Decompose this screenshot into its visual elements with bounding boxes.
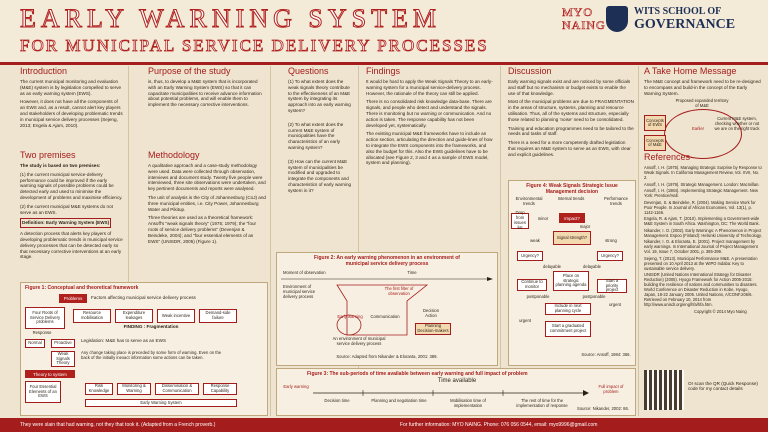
next-cycle-box: Include in next planning cycle — [545, 303, 591, 315]
findings-p2: There is no consolidated risk knowledge data-base. There are signals, and people who detect and understand the signals. There is monitoring but no warning or communication. And no action is taken. The response capability has not been developed yet, systematically. — [366, 99, 492, 128]
ews-concepts-box: Concepts of EWS — [644, 115, 666, 131]
qr-caption: Or scan the QR (Quick Response) code for my contact details — [688, 381, 758, 391]
environment2-label: An environment of municipal service delivery process — [332, 336, 386, 346]
intro-heading: Introduction — [20, 66, 68, 76]
strong-label: strong — [605, 238, 617, 243]
reference-item: Engela, R. & Ajam, T. (2010). Implementing a Government-wide M&E System in South Africa. Washington, DC: The World Bank. — [644, 216, 760, 226]
mobilisation-time: Mobilisation time of implementation — [450, 398, 486, 408]
methodology-p3: Three theories are used as a theoretical framework: Ansoff's "weak signals theory" (1975; 1979); the "four roots of service delivery problems" (Devenjan & Beindeke, 2004); and "four essential elements of an EWS" (UNISDR, 2005) (Figure 1). — [148, 215, 257, 244]
continue-monitor-box: Continue to monitor — [517, 279, 547, 291]
logo-line1: WITS SCHOOL OF — [634, 6, 722, 17]
factors-label: Factors affecting municipal service delivery process — [91, 295, 196, 300]
place-agenda-box: Place on strategic planning agenda — [553, 271, 589, 291]
root-demand-box: Demand-side failure — [199, 309, 237, 323]
delayable-label: delayable — [543, 264, 561, 269]
legislation-label: Legislation: M&E has to serve as an EWS — [81, 338, 167, 343]
proactive-box: Proactive — [51, 339, 75, 348]
discussion-p2: Most of the municipal problems are due to FRAGMENTATION in the areas of structure, systems, planning and resource utilisation. Thus, all of the systems and structure, especially those related to planning 'noise' need to be consolidated. — [508, 99, 634, 122]
purpose-section — [148, 66, 266, 111]
divider — [638, 66, 639, 416]
footer-contact[interactable]: For further information: MYO NAING. Phone: 076 056 0544, email: myo9996@gmail.com — [400, 422, 598, 428]
references-section — [644, 152, 762, 314]
earlier-label: Earlier — [691, 126, 705, 132]
takehome-section — [644, 66, 762, 161]
premises-p1: (1) the current municipal service-delivery performance could be improved if the early warning signals of possible problems could be detected early and used to minimise the development of problems and maximise efficiency. — [20, 171, 123, 200]
communication-label: Communication — [370, 314, 400, 319]
definition-label: Definition: Early Warning System (EWS) — [20, 218, 111, 228]
reference-item: Ansoff, I. H. (1975). Managing Strategic Surprise by Response to Weak Signals. In California Management Review, Vol. XVII, No. 2. — [644, 165, 762, 180]
methodology-section — [148, 150, 266, 247]
moment-label: Moment of observation — [283, 270, 326, 275]
question-3: (3) How can the current M&E system of municipalities be modified and upgraded to integrate the components and characteristics of early warning system in it? — [288, 158, 352, 193]
figure-2 — [276, 252, 498, 366]
discussion-p3: Training and education programmes need to be tailored to the needs and tasks of staff. — [508, 125, 634, 137]
wits-crest-icon — [606, 6, 628, 32]
major-label: major — [579, 224, 591, 229]
filter-label: The first filter of observation — [384, 286, 414, 296]
four-roots-box: Four Roots of Service Delivery problems — [25, 307, 65, 329]
signal-strength-box: Signal strength? — [553, 231, 591, 245]
current-me-label: Current M&E system, checking whether or not we are on the right track — [714, 116, 760, 131]
root-incentive-box: Weak incentive — [157, 309, 195, 323]
methodology-p1: A qualitative approach and a case-study methodology were used. Data were collected through observation, interviews and document study. Twenty five people were interviewed, three site observations were undertaken, and key pertinent documents and reports were analysed. — [148, 163, 266, 192]
purpose-heading: Purpose of the study — [148, 66, 231, 76]
early-warning-label: Early warning — [337, 314, 363, 319]
delayable-label: delayable — [583, 264, 601, 269]
drop-from-issues-box: Drop from issues list — [511, 213, 529, 229]
reference-item: Devenjan, S. & Beindeke, R. (2004). Making Service Work for Poor People. In Journal of African Economies, Vol. 13(1), p. 1142-1166. — [644, 199, 756, 215]
figure-2-title: Figure 2: An early warning phenomenon in an environment of municipal service delivery process — [314, 255, 460, 267]
problems-box: Problems — [59, 294, 87, 303]
findings-p3: The existing municipal M&E frameworks have to include an action section, articulating the direction and guide-lines of how to integrate the EWS components into the frameworks, and also the budget for this. Also the EWS guidelines have to be allocated (see Figure 2, 3 and 4 as a sample of EWS model, system and planning). — [366, 131, 493, 166]
findings-p1: It would be hard to apply the Weak Signals Theory to an early-warning system for a municipal service-delivery process. However, the rationale of the theory can still be applied. — [366, 79, 493, 96]
urgent-label: urgent — [519, 318, 531, 323]
divider — [270, 66, 271, 416]
planning-time: Planning and negotiation time — [371, 398, 427, 403]
premises-lead: The study is based on two premises: — [20, 163, 101, 168]
reference-item: Ansoff, I. H. (1984). Implementing Strategic Management. New York: Prentice/Hall. — [644, 188, 758, 198]
environmental-trends: Environmental trends — [515, 196, 543, 206]
references-heading: References — [644, 152, 691, 162]
element-monitoring-box: Monitoring & Warning — [117, 383, 151, 395]
me-concepts-box: Concepts of M&E — [644, 135, 666, 151]
discussion-section — [508, 66, 634, 161]
figure-3-source: Source: Nikander, 2002: 86. — [577, 406, 629, 411]
environment-label: Environment of municipal service delivery process — [283, 284, 316, 299]
rest-time: The rest of time for the implementation of response — [516, 398, 568, 408]
discussion-p1: Early warning signals exist and are noticed by some officials and staff but no mechanism or budget exists to enable the use of that knowledge. — [508, 79, 631, 96]
author-name: MYO NAING — [562, 5, 606, 32]
reference-item: UNISDR (United Nations International Strategy for Disaster Reduction) (2005). Hyogo Framework for Action 2005-2015: building the resilience of nations and communities to disasters. World Conference on Disaster Reduction in Kobe, Hyogo, Japan, 18-22 January 2005. United Nations, A/CONF.206/6. Retrieved on February 10, 2014 from http://www.unisdr.org/eng/hfa/hfa.htm. — [644, 272, 758, 307]
reference-item: Nikander, I. O. & Eloranta, E. (2001). Project management by early warnings. In International Journal of Project Management Vol. 19, Issue 7, October 2001, p. 385-399. — [644, 239, 758, 254]
methodology-p2: The unit of analysis is the City of Johannesburg (CoJ) and three municipal entities, i.e. City Power, Johannesburg Water and Pikitup. — [148, 194, 266, 212]
figure-2-source: Source: Adapted from Nikander & Eloranta, 2001: 389. — [336, 354, 438, 359]
discussion-heading: Discussion — [508, 66, 552, 76]
urgent-label: urgent — [609, 302, 621, 307]
time-arrow — [313, 389, 589, 397]
postponable-label: postponable — [582, 294, 606, 299]
time-available-label: Time available — [437, 378, 477, 384]
early-warning-end: Early warning — [283, 384, 309, 389]
footer-quote: They were slain that had warning, not they that took it. (Adapted from a French proverb.) — [20, 422, 216, 428]
normal-box: Normal — [25, 339, 45, 348]
reference-item: Ansoff, I. H. (1979). Strategic Management. London: Macmillan. — [644, 181, 760, 187]
change-note: Any change taking place is preceded by some form of warning. Even on the back of the initially inexact information some actions can be taken. — [81, 350, 222, 360]
ews-box: Early Warning System — [85, 399, 237, 407]
weak-signals-box: Weak Signals Theory — [51, 351, 75, 367]
discussion-p4: There is a need for a more competently drafted legislation that requires an M&E system to serve as an EWS, with clear and explicit guidelines. — [508, 140, 631, 157]
takehome-heading: A Take Home Message — [644, 66, 737, 76]
decision-label: Decision Action — [422, 308, 440, 318]
intro-p1: The current municipal monitoring and evaluation (M&E) system is by legislation compelled to serve as an early warning system (EWS). — [20, 79, 122, 96]
purpose-text: is, thus, to develop a M&E system that is incorporated with an Early Warning System (EWS) so that it can capacitate municipalities to receive advance information about potential problems, and will enable them to implement the necessary corrective interventions. — [148, 79, 262, 108]
performance-trends: Performance trends — [604, 196, 628, 206]
figure-3 — [276, 368, 636, 416]
start-priority-box: Start a priority project — [597, 279, 627, 293]
findings-section — [366, 66, 494, 169]
intro-p2: However, it does not have all the components of an EWS and, as a result, cannot alert key players and stakeholders of developing problematic trends in municipal service delivery processes (Sejeng, 2013; Engela & Ajam, 2010). — [20, 99, 123, 128]
urgency-strong-box: Urgency? — [597, 251, 623, 261]
premises-heading: Two premises — [20, 150, 76, 160]
figure-4-source: Source: Ansoff, 1984: 366. — [581, 352, 631, 357]
internal-trends: Internal trends — [557, 196, 585, 201]
figure-1 — [20, 282, 268, 416]
four-elements-box: Four Essential Elements of an EWS — [25, 381, 61, 403]
reference-item: Nikander, I. O. (2002). Early Warnings: A Phenomenon in Project Management. Espoo (Finland): Helsinki University of Technology. — [644, 227, 762, 238]
root-expenditure-box: Expenditure leakages — [115, 309, 153, 323]
qr-area — [644, 368, 762, 414]
premises-section — [20, 150, 124, 263]
premises-p2: (2) the current municipal M&E systems do not serve as an EWS. — [20, 203, 113, 215]
questions-section — [288, 66, 354, 197]
weak-label: weak — [530, 238, 540, 243]
question-1: (1) To what extent does the weak signals theory contribute to the effectiveness of an M&E system by integrating its approach into an early warning system? — [288, 79, 351, 113]
postponable-label: postponable — [526, 294, 550, 299]
urgency-weak-box: Urgency? — [517, 251, 543, 261]
poster-subtitle: FOR MUNICIPAL SERVICE DELIVERY PROCESSES — [20, 36, 489, 55]
divider — [500, 66, 501, 416]
poster-title: EARLY WARNING SYSTEM — [20, 4, 441, 33]
time-label: Time — [407, 270, 417, 275]
root-resource-box: Resource mobilisation — [73, 309, 111, 323]
questions-heading: Questions — [288, 66, 329, 76]
definition-text: A detection process that alerts key players of developing problematic trends in municipal service delivery processes that can be detected early so that necessary corrective interventions at an early stage. — [20, 231, 123, 260]
qr-code-icon[interactable] — [644, 370, 684, 410]
element-response-box: Response Capability — [203, 383, 237, 395]
findings-heading: Findings — [366, 66, 401, 76]
takehome-text: The M&E concept and framework need to be re-designed to encompass and build-in the concept of the Early Warning System. — [644, 79, 761, 96]
finding-label: FINDING : Fragmentation — [123, 324, 179, 329]
decision-time: Decision time — [324, 398, 350, 403]
graduated-project-box: Start a graduated commitment project — [545, 321, 591, 337]
theory-to-system-box: Theory to system — [25, 370, 75, 378]
element-dissemination-box: Dissemination & Communication — [155, 383, 199, 395]
footer-bar — [0, 418, 768, 432]
copyright: Copyright © 2014 Myo Naing — [694, 309, 747, 314]
expanded-territory-label: Proposed expanded territory of M&E — [675, 98, 729, 109]
full-impact-end: Full impact of problem — [598, 384, 624, 394]
figure-3-title: Figure 3: The sub-periods of time available between early warning and full impact of problem — [307, 371, 528, 377]
logo-line2: GOVERNANCE — [634, 17, 736, 32]
figure-4 — [508, 180, 636, 366]
intro-section — [20, 66, 124, 131]
figure-4-title: Figure 4: Weak Signals Strategic Issue Management decision — [526, 183, 618, 195]
question-2: (2) To what extent does the current M&E system of municipalities have the characteristics of an early warning system? — [288, 121, 344, 150]
response-label: Response — [32, 330, 52, 335]
figure-1-title: Figure 1: Conceptual and theoretical framework — [25, 285, 139, 291]
minor-label: minor — [537, 216, 549, 221]
planning-box: Planning Decision-makers — [415, 323, 451, 335]
impact-box: Impact? — [559, 213, 585, 223]
element-risk-box: Risk Knowledge — [85, 383, 113, 395]
poster-header — [0, 0, 768, 65]
reference-item: Sejeng, T. (2013). Municipal Performance M&E. A presentation presented on 10 April 2013 at the WIPO Indaba: Key to sustainable service delivery. — [644, 255, 758, 271]
methodology-heading: Methodology — [148, 150, 200, 160]
